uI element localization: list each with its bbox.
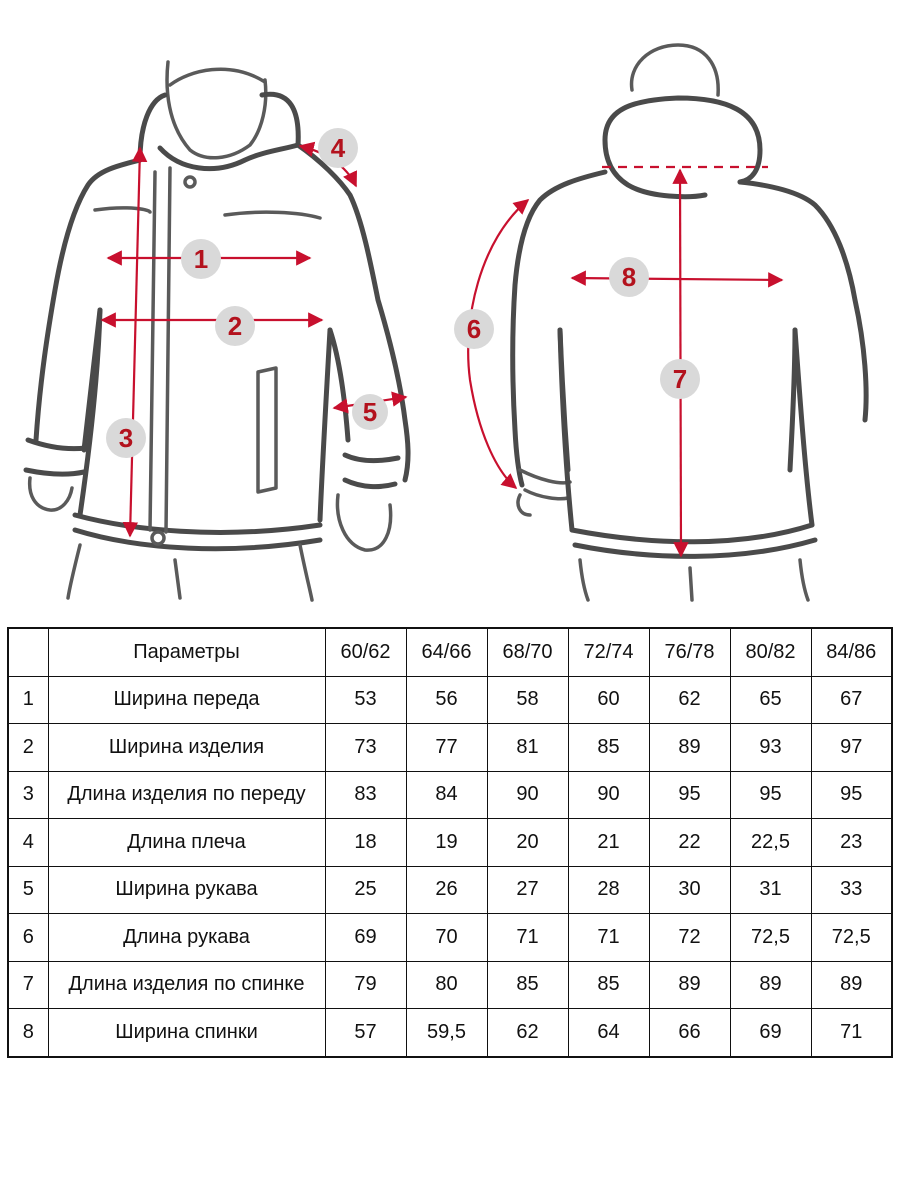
label-6: 6 (466, 314, 482, 344)
row-value-cell: 22 (649, 819, 730, 867)
row-param-cell: Длина изделия по переду (48, 771, 325, 819)
row-num-cell: 8 (8, 1009, 48, 1057)
row-value-cell: 95 (811, 771, 892, 819)
badge-8 (609, 257, 649, 297)
row-value-cell: 85 (568, 724, 649, 772)
header-size-cell: 60/62 (325, 628, 406, 676)
label-7: 7 (672, 364, 688, 394)
row-num-cell: 6 (8, 914, 48, 962)
label-3: 3 (118, 423, 134, 453)
row-value-cell: 66 (649, 1009, 730, 1057)
row-value-cell: 25 (325, 866, 406, 914)
header-size-cell: 68/70 (487, 628, 568, 676)
row-value-cell: 89 (730, 961, 811, 1009)
row-value-cell: 85 (568, 961, 649, 1009)
label-8: 8 (621, 262, 637, 292)
header-num-cell (8, 628, 48, 676)
row-value-cell: 84 (406, 771, 487, 819)
row-value-cell: 73 (325, 724, 406, 772)
row-value-cell: 90 (487, 771, 568, 819)
table-row (8, 1009, 892, 1057)
row-value-cell: 31 (730, 866, 811, 914)
row-value-cell: 65 (730, 676, 811, 724)
row-value-cell: 58 (487, 676, 568, 724)
row-value-cell: 57 (325, 1009, 406, 1057)
row-value-cell: 67 (811, 676, 892, 724)
row-value-cell: 79 (325, 961, 406, 1009)
row-value-cell: 26 (406, 866, 487, 914)
row-param-cell: Ширина изделия (48, 724, 325, 772)
row-value-cell: 22,5 (730, 819, 811, 867)
row-value-cell: 72,5 (811, 914, 892, 962)
row-value-cell: 19 (406, 819, 487, 867)
size-table (7, 627, 893, 1058)
row-value-cell: 70 (406, 914, 487, 962)
badge-1 (181, 239, 221, 279)
row-value-cell: 72,5 (730, 914, 811, 962)
row-value-cell: 77 (406, 724, 487, 772)
row-value-cell: 56 (406, 676, 487, 724)
row-value-cell: 59,5 (406, 1009, 487, 1057)
table-row (8, 866, 892, 914)
measurement-arrows (102, 146, 782, 556)
row-value-cell: 28 (568, 866, 649, 914)
row-value-cell: 80 (406, 961, 487, 1009)
row-value-cell: 83 (325, 771, 406, 819)
row-value-cell: 71 (568, 914, 649, 962)
row-value-cell: 95 (649, 771, 730, 819)
label-4: 4 (330, 133, 346, 163)
row-num-cell: 1 (8, 676, 48, 724)
row-value-cell: 21 (568, 819, 649, 867)
row-value-cell: 53 (325, 676, 406, 724)
badge-7 (660, 359, 700, 399)
table-row (8, 914, 892, 962)
badge-6 (454, 309, 494, 349)
row-param-cell: Ширина рукава (48, 866, 325, 914)
row-value-cell: 69 (325, 914, 406, 962)
row-value-cell: 93 (730, 724, 811, 772)
row-value-cell: 64 (568, 1009, 649, 1057)
label-1: 1 (193, 244, 209, 274)
badge-4 (318, 128, 358, 168)
row-num-cell: 2 (8, 724, 48, 772)
row-value-cell: 62 (649, 676, 730, 724)
row-param-cell: Длина рукава (48, 914, 325, 962)
row-value-cell: 89 (649, 961, 730, 1009)
badge-3 (106, 418, 146, 458)
row-value-cell: 20 (487, 819, 568, 867)
header-size-cell: 84/86 (811, 628, 892, 676)
row-value-cell: 71 (811, 1009, 892, 1057)
row-num-cell: 7 (8, 961, 48, 1009)
badge-5 (352, 394, 388, 430)
row-param-cell: Длина изделия по спинке (48, 961, 325, 1009)
header-size-cell: 80/82 (730, 628, 811, 676)
row-value-cell: 89 (649, 724, 730, 772)
table-row (8, 961, 892, 1009)
row-num-cell: 5 (8, 866, 48, 914)
row-num-cell: 4 (8, 819, 48, 867)
row-value-cell: 23 (811, 819, 892, 867)
header-size-cell: 64/66 (406, 628, 487, 676)
table-header-row (8, 628, 892, 676)
header-size-cell: 76/78 (649, 628, 730, 676)
row-num-cell: 3 (8, 771, 48, 819)
table-row (8, 724, 892, 772)
back-jacket-sketch (513, 45, 866, 600)
row-value-cell: 60 (568, 676, 649, 724)
row-value-cell: 30 (649, 866, 730, 914)
row-value-cell: 18 (325, 819, 406, 867)
label-5: 5 (362, 397, 378, 427)
header-size-cell: 72/74 (568, 628, 649, 676)
label-2: 2 (227, 311, 243, 341)
row-value-cell: 27 (487, 866, 568, 914)
row-value-cell: 71 (487, 914, 568, 962)
row-value-cell: 90 (568, 771, 649, 819)
row-value-cell: 72 (649, 914, 730, 962)
table-row (8, 676, 892, 724)
header-param-cell: Параметры (48, 628, 325, 676)
row-value-cell: 69 (730, 1009, 811, 1057)
row-value-cell: 62 (487, 1009, 568, 1057)
row-value-cell: 97 (811, 724, 892, 772)
row-param-cell: Ширина спинки (48, 1009, 325, 1057)
row-param-cell: Длина плеча (48, 819, 325, 867)
row-value-cell: 85 (487, 961, 568, 1009)
row-param-cell: Ширина переда (48, 676, 325, 724)
row-value-cell: 95 (730, 771, 811, 819)
row-value-cell: 81 (487, 724, 568, 772)
table-row (8, 819, 892, 867)
row-value-cell: 33 (811, 866, 892, 914)
row-value-cell: 89 (811, 961, 892, 1009)
table-row (8, 771, 892, 819)
badge-2 (215, 306, 255, 346)
